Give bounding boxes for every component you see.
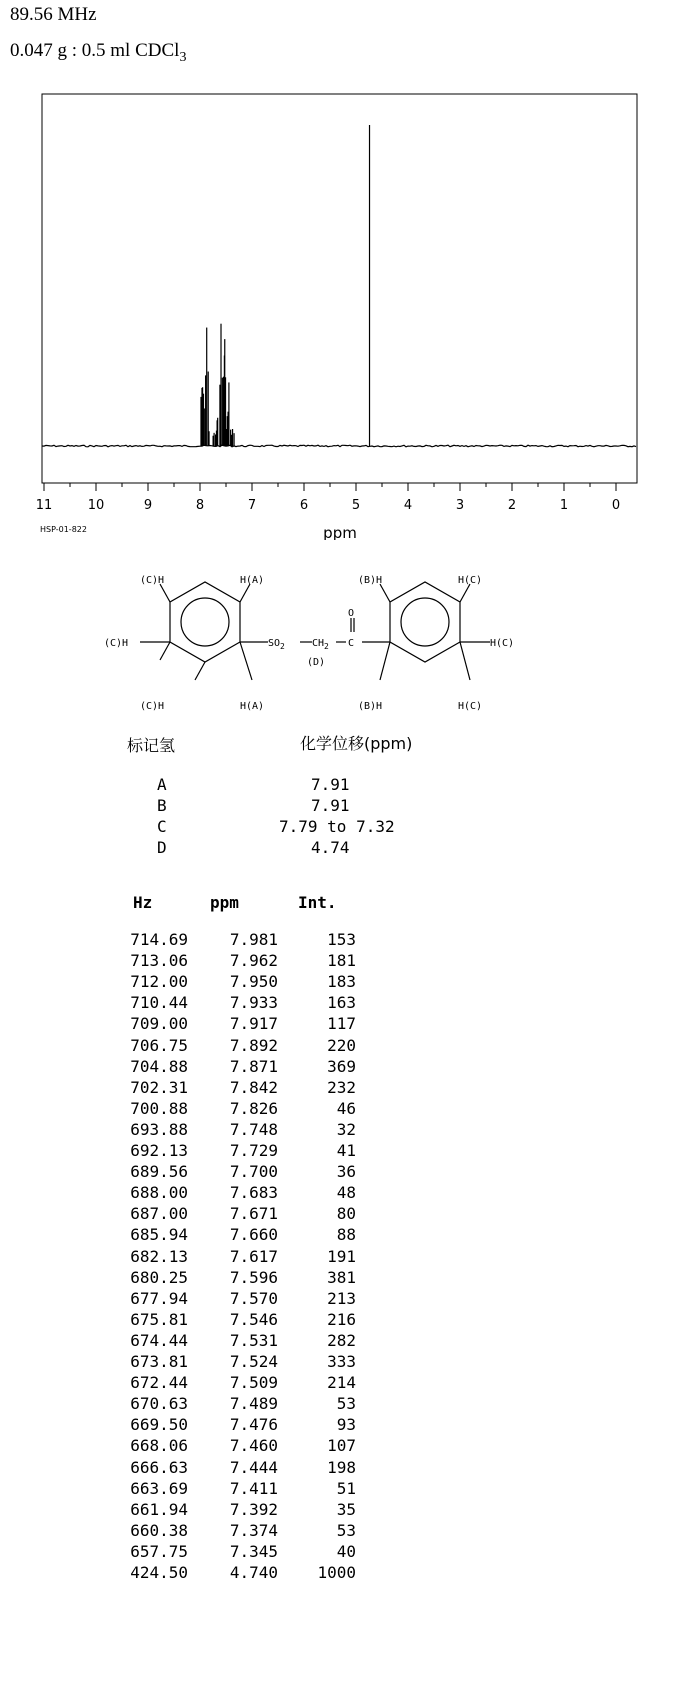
cell-ppm: 7.671 <box>229 1204 278 1224</box>
cell-int: 36 <box>336 1162 356 1182</box>
table-row <box>0 1479 680 1500</box>
col-header-ppm: ppm <box>210 893 239 912</box>
label-c: C <box>348 638 355 649</box>
right-ring <box>300 582 490 680</box>
table-row <box>0 1204 680 1225</box>
molecule-structure <box>0 0 680 720</box>
table-row <box>0 1162 680 1183</box>
cell-hz: 669.50 <box>130 1415 188 1435</box>
x-tick-label: 7 <box>247 498 257 513</box>
cell-ppm: 7.700 <box>229 1162 278 1182</box>
table-row <box>0 1289 680 1310</box>
cell-ppm: 7.524 <box>229 1352 278 1371</box>
assign-header-label: 标记氢 <box>127 736 176 755</box>
cell-int: 53 <box>336 1394 356 1414</box>
cell-int: 93 <box>336 1415 356 1435</box>
cell-hz: 680.25 <box>130 1267 188 1287</box>
cell-int: 107 <box>327 1436 356 1456</box>
x-tick-label: 2 <box>507 498 517 513</box>
cell-ppm: 7.892 <box>229 1035 278 1055</box>
assign-header-shift: 化学位移(ppm) <box>300 734 413 753</box>
cell-ppm: 7.660 <box>229 1225 278 1245</box>
assign-label: C <box>157 817 167 836</box>
cell-hz: 673.81 <box>130 1352 188 1371</box>
x-tick-label: 3 <box>455 498 465 513</box>
cell-int: 198 <box>327 1457 356 1477</box>
cell-hz: 689.56 <box>130 1162 188 1182</box>
cell-hz: 702.31 <box>130 1077 188 1097</box>
cell-ppm: 7.531 <box>229 1330 278 1350</box>
assign-shift: 7.79 to 7.32 <box>279 817 395 836</box>
table-row <box>0 1099 680 1120</box>
cell-hz: 713.06 <box>130 951 188 971</box>
left-ring <box>140 582 268 680</box>
x-tick-label: 9 <box>143 498 153 513</box>
label-o: O <box>348 608 355 619</box>
table-row <box>0 972 680 993</box>
table-row <box>0 951 680 972</box>
cell-int: 163 <box>327 993 356 1013</box>
cell-hz: 657.75 <box>130 1541 188 1561</box>
table-row <box>0 1057 680 1078</box>
cell-ppm: 7.729 <box>229 1141 278 1160</box>
col-header-hz: Hz <box>133 893 153 912</box>
cell-ppm: 7.392 <box>229 1499 278 1519</box>
x-tick-label: 0 <box>611 498 621 513</box>
cell-ppm: 7.826 <box>229 1098 278 1118</box>
label-ha-bottom: H(A) <box>240 701 265 712</box>
label-so2: $SO_2$ <box>268 638 285 651</box>
assign-shift: 4.74 <box>311 838 350 857</box>
assign-shift: 7.91 <box>311 796 350 815</box>
table-row <box>0 1014 680 1035</box>
label-hc-right: H(C) <box>490 638 515 649</box>
table-row <box>0 1310 680 1331</box>
table-row <box>0 1036 680 1057</box>
cell-ppm: 7.917 <box>229 1014 278 1034</box>
cell-hz: 714.69 <box>130 930 188 949</box>
label-hc-top-right: H(C) <box>458 575 483 586</box>
cell-int: 32 <box>336 1119 356 1139</box>
cell-ppm: 7.570 <box>229 1288 278 1308</box>
cell-int: 181 <box>327 951 356 971</box>
table-row <box>0 1373 680 1394</box>
cell-ppm: 7.871 <box>229 1056 278 1076</box>
cell-ppm: 7.962 <box>229 951 278 971</box>
cell-ppm: 7.950 <box>229 972 278 992</box>
cell-int: 1000 <box>317 1563 356 1582</box>
cell-hz: 424.50 <box>130 1563 188 1582</box>
table-row <box>0 1078 680 1099</box>
cell-int: 40 <box>336 1541 356 1561</box>
table-row <box>0 1247 680 1268</box>
cell-hz: 687.00 <box>130 1204 188 1224</box>
frequency-label: 89.56 MHz <box>10 4 97 25</box>
cell-hz: 668.06 <box>130 1436 188 1456</box>
cell-ppm: 7.476 <box>229 1415 278 1435</box>
cell-ppm: 7.489 <box>229 1394 278 1414</box>
cell-ppm: 7.842 <box>229 1077 278 1097</box>
table-row <box>0 1415 680 1436</box>
sample-subscript: 3 <box>179 49 187 65</box>
table-row <box>0 1268 680 1289</box>
cell-hz: 712.00 <box>130 972 188 992</box>
cell-int: 191 <box>327 1246 356 1266</box>
cell-ppm: 7.374 <box>229 1520 278 1540</box>
cell-int: 46 <box>336 1098 356 1118</box>
cell-ppm: 7.345 <box>229 1541 278 1561</box>
assign-label: D <box>157 838 167 857</box>
x-axis-label: ppm <box>323 524 357 540</box>
cell-int: 214 <box>327 1373 356 1393</box>
x-tick-label: 1 <box>559 498 569 513</box>
cell-hz: 693.88 <box>130 1119 188 1139</box>
cell-ppm: 7.933 <box>229 993 278 1013</box>
label-bh-bottom: (B)H <box>358 701 383 712</box>
cell-int: 41 <box>336 1141 356 1160</box>
x-tick-label: 5 <box>351 498 361 513</box>
cell-hz: 672.44 <box>130 1373 188 1393</box>
cell-int: 381 <box>327 1267 356 1287</box>
x-tick-label: 4 <box>403 498 413 513</box>
cell-hz: 692.13 <box>130 1141 188 1160</box>
cell-ppm: 7.411 <box>229 1478 278 1498</box>
cell-int: 213 <box>327 1288 356 1308</box>
x-tick-label: 8 <box>195 498 205 513</box>
cell-hz: 688.00 <box>130 1183 188 1203</box>
label-ha-top: H(A) <box>240 575 265 586</box>
cell-int: 282 <box>327 1330 356 1350</box>
cell-hz: 674.44 <box>130 1330 188 1350</box>
cell-int: 220 <box>327 1035 356 1055</box>
cell-hz: 710.44 <box>130 993 188 1013</box>
assign-label: B <box>157 796 167 815</box>
table-row <box>0 930 680 951</box>
x-tick-label: 11 <box>35 498 53 513</box>
cell-int: 153 <box>327 930 356 949</box>
table-row <box>0 1542 680 1563</box>
label-hc-bottom-right: H(C) <box>458 701 483 712</box>
label-ch-top-left: (C)H <box>140 575 165 586</box>
label-ch-bottom-left: (C)H <box>140 701 165 712</box>
cell-int: 53 <box>336 1520 356 1540</box>
label-ch2: $CH_2$ <box>312 638 329 651</box>
cell-ppm: 7.748 <box>229 1119 278 1139</box>
cell-hz: 709.00 <box>130 1014 188 1034</box>
table-row <box>0 1521 680 1542</box>
cell-hz: 666.63 <box>130 1457 188 1477</box>
table-row <box>0 1120 680 1141</box>
cell-hz: 663.69 <box>130 1478 188 1498</box>
cell-int: 216 <box>327 1309 356 1329</box>
cell-int: 333 <box>327 1352 356 1371</box>
cell-ppm: 7.596 <box>229 1267 278 1287</box>
cell-ppm: 7.981 <box>229 930 278 949</box>
table-row <box>0 1183 680 1204</box>
table-row <box>0 1141 680 1162</box>
cell-hz: 670.63 <box>130 1394 188 1414</box>
cell-ppm: 7.617 <box>229 1246 278 1266</box>
label-bh-top: (B)H <box>358 575 383 586</box>
cell-int: 232 <box>327 1077 356 1097</box>
cell-hz: 706.75 <box>130 1035 188 1055</box>
table-row <box>0 1563 680 1584</box>
cell-int: 48 <box>336 1183 356 1203</box>
cell-int: 117 <box>327 1014 356 1034</box>
col-header-int: Int. <box>298 893 337 912</box>
cell-ppm: 7.460 <box>229 1436 278 1456</box>
table-row <box>0 1225 680 1246</box>
cell-ppm: 7.444 <box>229 1457 278 1477</box>
x-tick-label: 10 <box>87 498 105 513</box>
cell-hz: 700.88 <box>130 1098 188 1118</box>
table-row <box>0 993 680 1014</box>
cell-int: 51 <box>336 1478 356 1498</box>
table-row <box>0 1500 680 1521</box>
cell-ppm: 4.740 <box>229 1563 278 1582</box>
assign-shift: 7.91 <box>311 775 350 794</box>
cell-hz: 660.38 <box>130 1520 188 1540</box>
label-ch-left: (C)H <box>104 638 129 649</box>
sample-prefix: 0.047 g : 0.5 ml CDCl <box>10 40 180 61</box>
cell-ppm: 7.509 <box>229 1373 278 1393</box>
table-row <box>0 1394 680 1415</box>
table-row <box>0 1458 680 1479</box>
cell-int: 35 <box>336 1499 356 1519</box>
label-d: (D) <box>307 657 326 668</box>
cell-ppm: 7.546 <box>229 1309 278 1329</box>
cell-ppm: 7.683 <box>229 1183 278 1203</box>
cell-hz: 677.94 <box>130 1288 188 1308</box>
spectrum-code: HSP-01-822 <box>40 525 87 534</box>
cell-hz: 661.94 <box>130 1499 188 1519</box>
cell-int: 88 <box>336 1225 356 1245</box>
structure-labels <box>104 575 514 712</box>
table-row <box>0 1352 680 1373</box>
cell-int: 369 <box>327 1056 356 1076</box>
cell-hz: 704.88 <box>130 1056 188 1076</box>
cell-hz: 675.81 <box>130 1309 188 1329</box>
cell-int: 183 <box>327 972 356 992</box>
table-row <box>0 1331 680 1352</box>
assign-label: A <box>157 775 167 794</box>
cell-hz: 685.94 <box>130 1225 188 1245</box>
x-tick-label: 6 <box>299 498 309 513</box>
cell-hz: 682.13 <box>130 1246 188 1266</box>
cell-int: 80 <box>336 1204 356 1224</box>
table-row <box>0 1436 680 1457</box>
